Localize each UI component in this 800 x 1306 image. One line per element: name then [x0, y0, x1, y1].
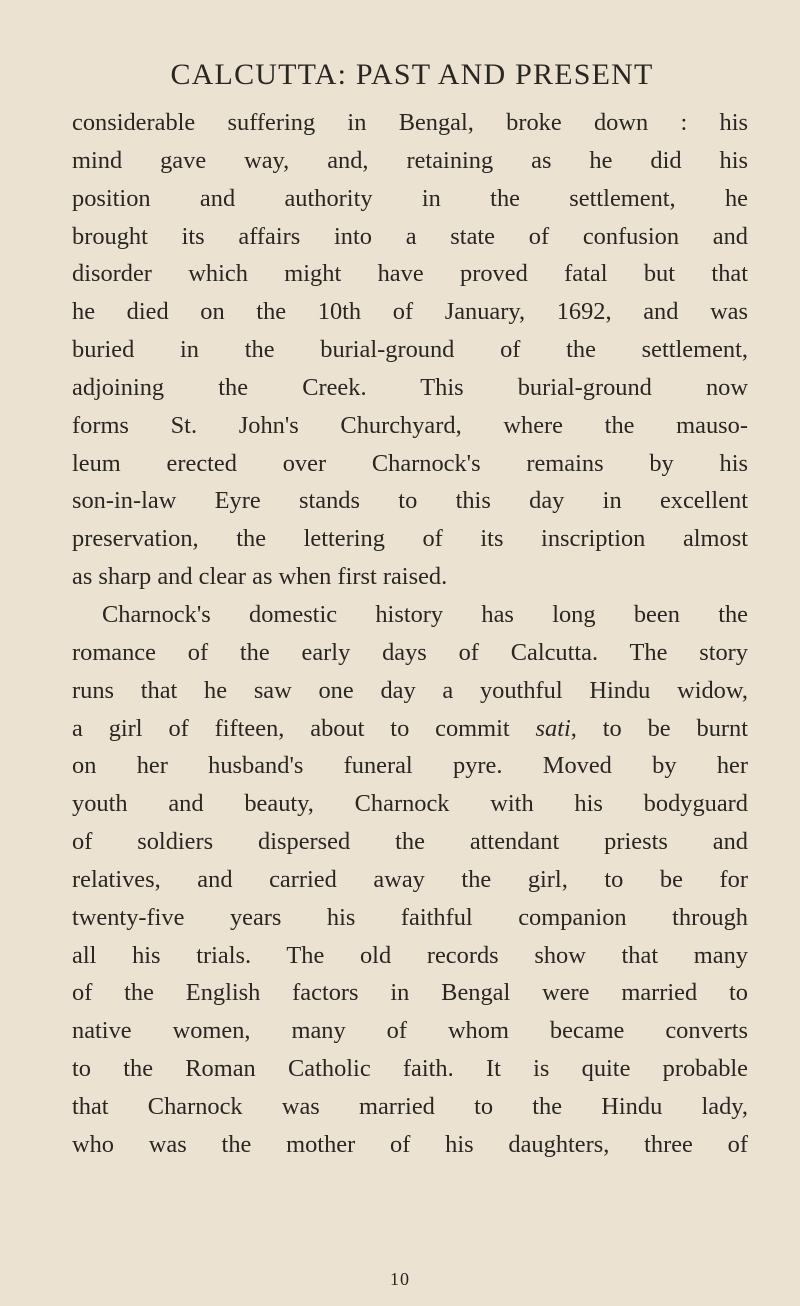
text-line: leum erected over Charnock's remains by his: [72, 449, 748, 477]
text-line: adjoining the Creek. This burial-ground now: [72, 373, 748, 401]
running-head: CALCUTTA: PAST AND PRESENT: [170, 58, 654, 91]
text-line: who was the mother of his daughters, three of: [72, 1130, 748, 1158]
text-line: disorder which might have proved fatal but that: [72, 260, 748, 288]
text-line: position and authority in the settlement, he: [72, 184, 748, 212]
text-line: to the Roman Catholic faith. It is quite probable: [72, 1055, 748, 1083]
text-line: he died on the 10th of January, 1692, and was: [72, 298, 748, 326]
text-line: romance of the early days of Calcutta. The story: [72, 638, 748, 666]
text-line: that Charnock was married to the Hindu lady,: [72, 1092, 748, 1120]
text-line: twenty-five years his faithful companion through: [72, 903, 748, 931]
text-line: considerable suffering in Bengal, broke down : his: [72, 109, 748, 136]
text-line: runs that he saw one day a youthful Hindu widow,: [72, 676, 748, 704]
text-fragment: , to be burnt: [570, 714, 748, 742]
text-line: all his trials. The old records show that many: [72, 941, 748, 969]
text-line: buried in the burial-ground of the settlement,: [72, 336, 748, 364]
text-line: of the English factors in Bengal were married to: [72, 979, 748, 1007]
page-number: 10: [390, 1269, 410, 1289]
text-line: native women, many of whom became converts: [72, 1017, 748, 1045]
text-line: relatives, and carried away the girl, to be for: [72, 865, 748, 893]
text-line: brought its affairs into a state of confusion and: [72, 222, 748, 250]
body-text: [72, 104, 748, 1164]
text-line: youth and beauty, Charnock with his bodyguard: [72, 790, 748, 818]
text-line: on her husband's funeral pyre. Moved by her: [72, 752, 748, 780]
text-line: of soldiers dispersed the attendant priests and: [72, 828, 748, 856]
text-line-with-italic: [72, 710, 748, 748]
text-line: mind gave way, and, retaining as he did his: [72, 146, 748, 174]
text-line: forms St. John's Churchyard, where the mauso-: [72, 411, 748, 439]
text-line: son-in-law Eyre stands to this day in excellent: [72, 487, 748, 515]
text-line: Charnock's domestic history has long been the: [102, 600, 748, 628]
text-line: as sharp and clear as when first raised.: [72, 563, 448, 591]
italic-term: sati: [535, 714, 571, 742]
text-fragment: a girl of fifteen, about to commit: [72, 714, 510, 742]
text-line: preservation, the lettering of its inscription almost: [72, 525, 748, 553]
